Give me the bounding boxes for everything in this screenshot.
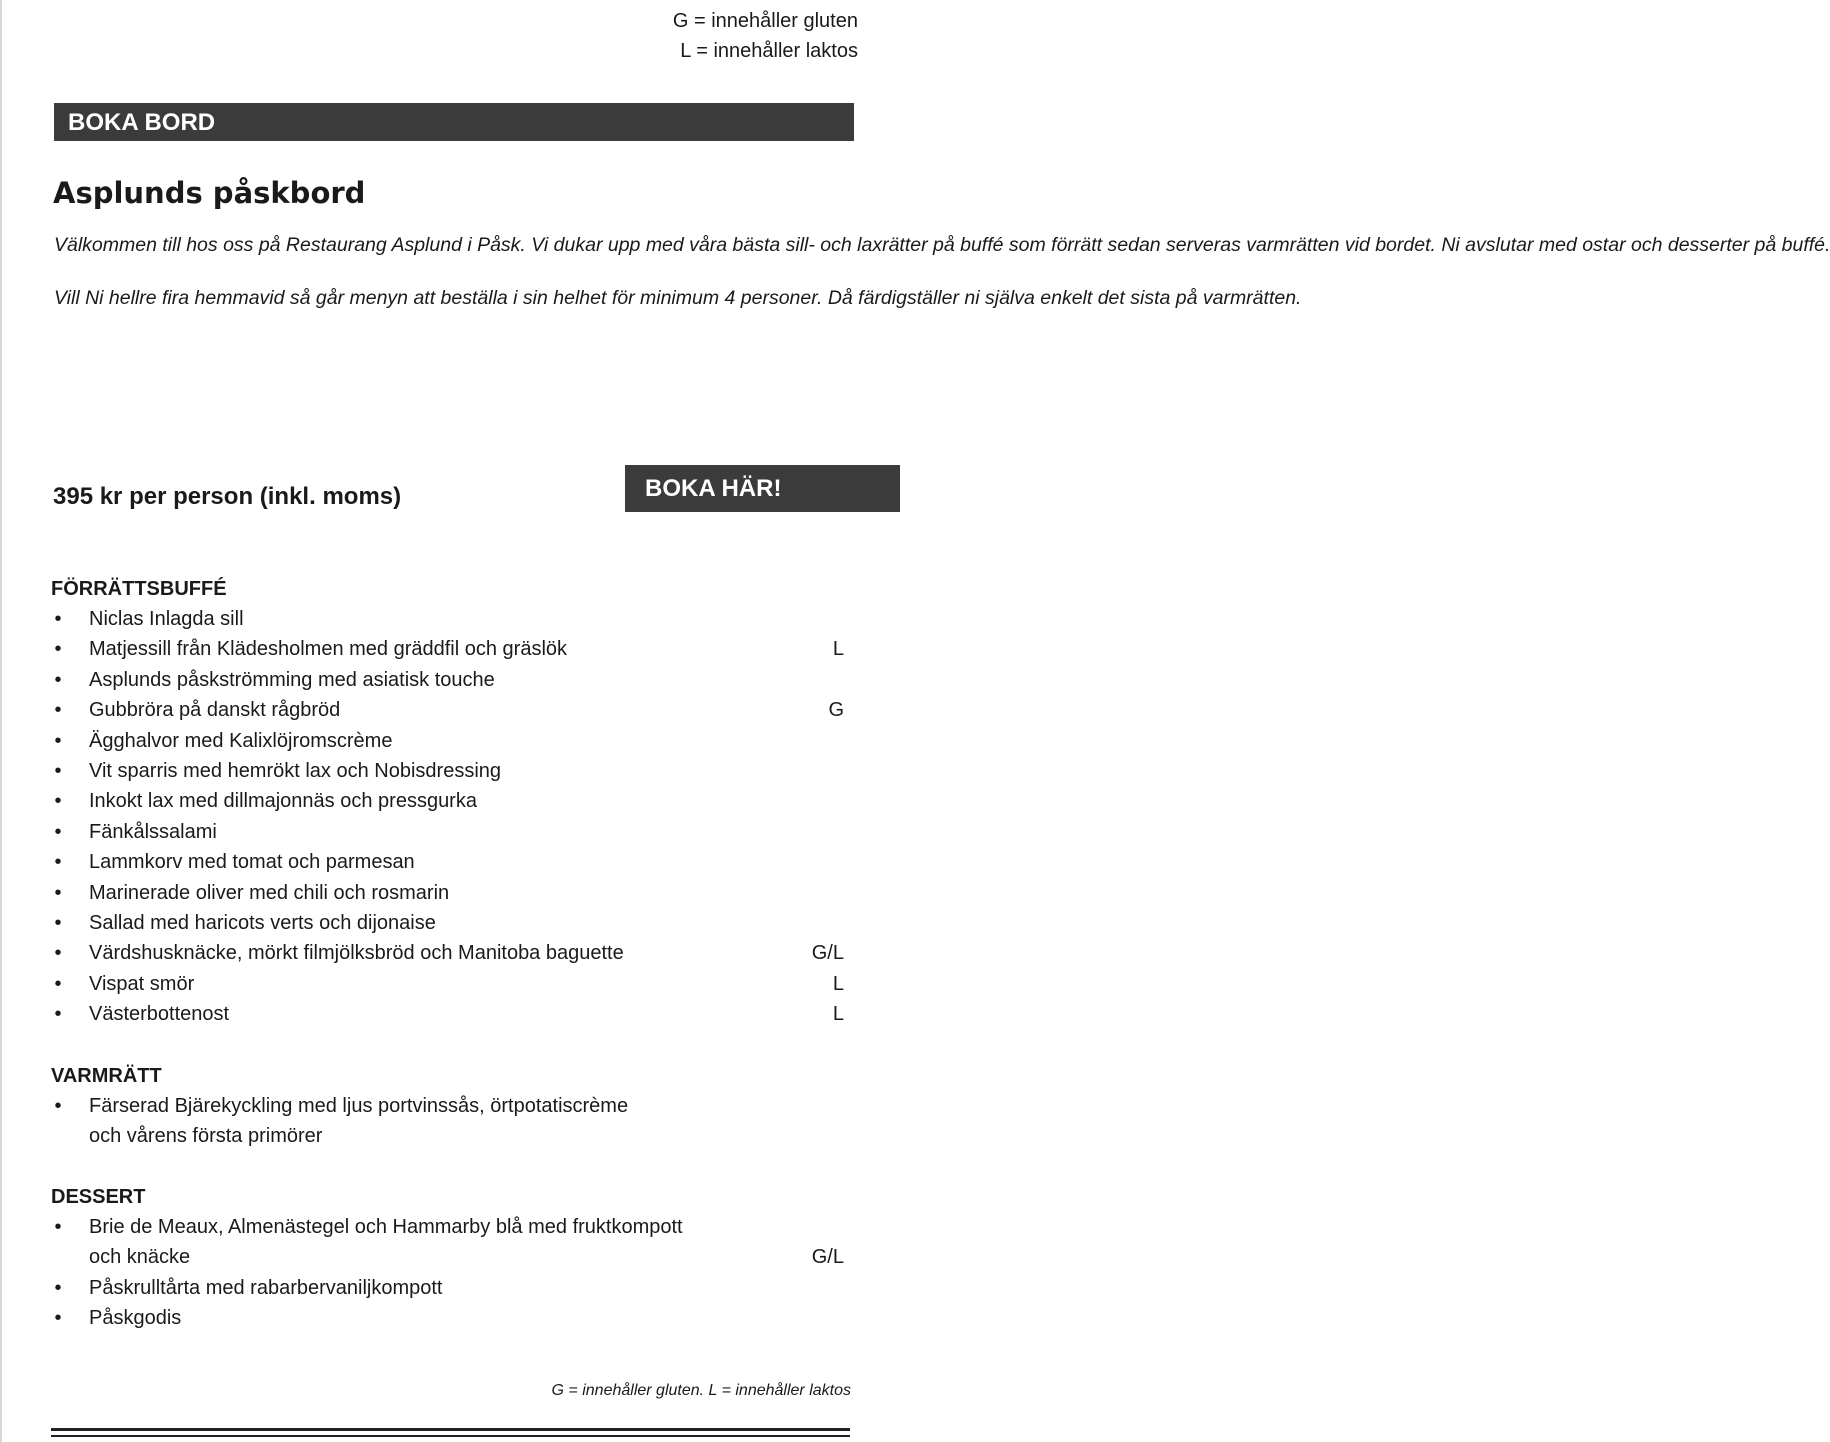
bullet: • [54, 608, 62, 630]
item-text: Asplunds påskströmming med asiatisk touche [89, 668, 495, 691]
book-here-button[interactable]: BOKA HÄR! [625, 465, 900, 512]
list-item [51, 786, 844, 816]
list-item [51, 634, 844, 664]
bullet: • [54, 760, 62, 783]
list-item [51, 999, 844, 1029]
item-text: Påskgodis [89, 1307, 182, 1330]
allergen-tag: G [828, 699, 844, 722]
bullet: • [54, 638, 62, 661]
item-text: Värdshusknäcke, mörkt filmjölksbröd och Manitoba baguette [89, 942, 624, 965]
allergen-tag: L [832, 638, 844, 661]
list-item [51, 695, 844, 725]
section-heading-dessert: DESSERT [51, 1186, 146, 1208]
item-text: Gubbröra på danskt rågbröd [89, 699, 341, 722]
bullet: • [54, 668, 62, 691]
list-item [51, 1303, 844, 1333]
item-text: Färserad Bjärekyckling med ljus portvinssås, örtpotatiscrème och vårens första primörer [89, 1095, 629, 1148]
bullet: • [54, 1276, 62, 1299]
bullet: • [54, 790, 62, 813]
bullet: • [54, 972, 62, 995]
list-item [51, 1212, 844, 1273]
bullet: • [54, 881, 62, 904]
bullet: • [54, 1095, 62, 1117]
legend-lactose: L = innehåller laktos [680, 40, 858, 62]
item-text: Inkokt lax med dillmajonnäs och pressgurka [89, 790, 477, 813]
item-text: Vit sparris med hemrökt lax och Nobisdressing [89, 760, 502, 783]
intro-paragraph-takeaway: Vill Ni hellre fira hemmavid så går menyn att beställa i sin helhet för minimum 4 personer. Då färdigställer ni själva enkelt det sista på varmrätten. [54, 287, 1302, 309]
section-heading-starters: FÖRRÄTTSBUFFÉ [51, 578, 227, 600]
list-item [51, 908, 844, 938]
bullet: • [54, 942, 62, 965]
allergen-legend [673, 6, 858, 66]
bullet: • [54, 912, 62, 935]
list-item [51, 604, 844, 634]
bullet: • [54, 851, 62, 874]
footer-divider [51, 1435, 850, 1437]
footer-divider [51, 1428, 850, 1431]
item-text: Brie de Meaux, Almenästegel och Hammarby blå med fruktkompott och knäcke [89, 1216, 683, 1269]
list-item [51, 756, 844, 786]
list-item [51, 726, 844, 756]
bullet: • [54, 1307, 62, 1330]
list-item [51, 665, 844, 695]
item-text: Påskrulltårta med rabarbervaniljkompott [89, 1276, 443, 1299]
price-per-person: 395 kr per person (inkl. moms) [53, 483, 402, 510]
item-text: Fänkålssalami [89, 820, 217, 843]
allergen-tag: L [832, 1003, 844, 1026]
footer-allergen-legend: G = innehåller gluten. L = innehåller laktos [551, 1382, 851, 1399]
booking-header-bar: BOKA BORD [54, 103, 854, 141]
bullet: • [54, 820, 62, 843]
item-text: Vispat smör [89, 972, 195, 995]
bullet: • [54, 729, 62, 752]
item-text: Matjessill från Klädesholmen med gräddfil och gräslök [89, 638, 568, 661]
item-text: Sallad med haricots verts och dijonaise [89, 912, 436, 935]
bullet: • [54, 1216, 62, 1238]
list-item [51, 847, 844, 877]
item-text: Västerbottenost [89, 1003, 230, 1026]
allergen-tag: L [832, 972, 844, 995]
legend-gluten: G = innehåller gluten [672, 10, 858, 32]
bullet: • [54, 699, 62, 722]
bullet: • [54, 1003, 62, 1026]
item-text: Ägghalvor med Kalixlöjromscrème [89, 729, 393, 752]
allergen-tag: G/L [811, 942, 844, 965]
page-left-border [0, 0, 2, 1442]
section-heading-main-course: VARMRÄTT [51, 1065, 162, 1087]
item-text: Niclas Inlagda sill [89, 608, 244, 630]
list-item [51, 938, 844, 968]
starters-list [51, 604, 844, 1030]
main-course-list [51, 1091, 844, 1152]
page-title: Asplunds påskbord [53, 176, 366, 210]
allergen-tag: G/L [811, 1246, 844, 1269]
item-text: Marinerade oliver med chili och rosmarin [89, 881, 450, 904]
list-item [51, 1273, 844, 1303]
intro-text [54, 232, 1830, 312]
dessert-list [51, 1212, 844, 1334]
list-item [51, 969, 844, 999]
item-text: Lammkorv med tomat och parmesan [89, 851, 415, 874]
intro-paragraph-welcome: Välkommen till hos oss på Restaurang Asplund i Påsk. Vi dukar upp med våra bästa sill- och laxrätter på buffé som förrätt sedan serveras varmrätten vid bordet. Ni avslutar med ostar och desserter på buffé. [54, 234, 1830, 256]
list-item [51, 878, 844, 908]
list-item [51, 817, 844, 847]
list-item [51, 1091, 844, 1152]
